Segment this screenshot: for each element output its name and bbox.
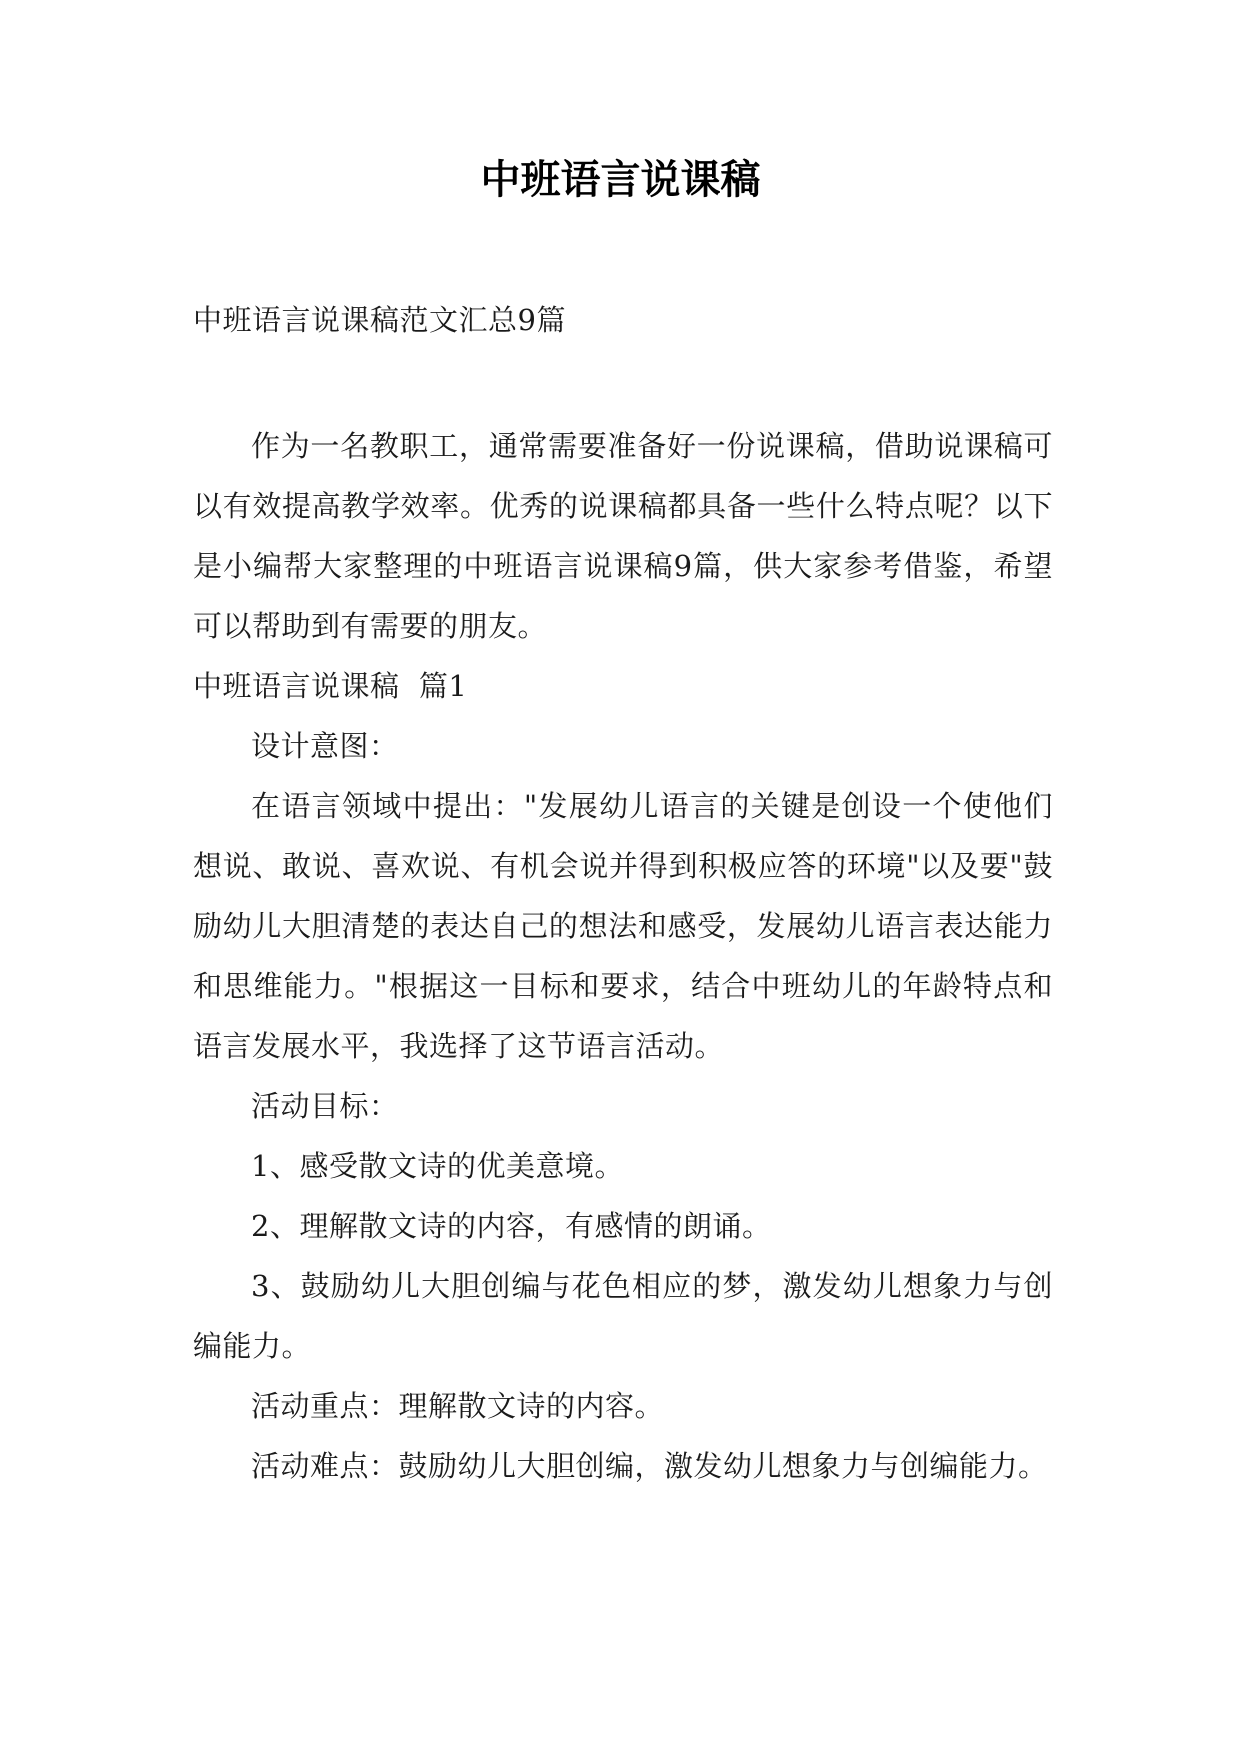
document-title: 中班语言说课稿 <box>480 156 761 203</box>
goals-label: 活动目标： <box>251 1089 399 1123</box>
document-body <box>193 290 1053 1496</box>
goal-item-3: 3、鼓励幼儿大胆创编与花色相应的梦，激发幼儿想象力与创编能力。 <box>193 1269 1053 1363</box>
intro-paragraph: 作为一名教职工，通常需要准备好一份说课稿，借助说课稿可以有效提高教学效率。优秀的说课稿都具备一些什么特点呢？以下是小编帮大家整理的中班语言说课稿9篇，供大家参考借鉴，希望可以帮助到有需要的朋友。 <box>193 429 1053 643</box>
goal-item-1: 1、感受散文诗的优美意境。 <box>251 1149 624 1183</box>
goal-item-2: 2、理解散文诗的内容，有感情的朗诵。 <box>251 1209 772 1243</box>
section-heading: 中班语言说课稿 篇1 <box>193 669 468 703</box>
key-point-paragraph: 活动重点：理解散文诗的内容。 <box>251 1389 665 1423</box>
difficulty-paragraph: 活动难点：鼓励幼儿大胆创编，激发幼儿想象力与创编能力。 <box>251 1449 1048 1483</box>
design-intent-paragraph: 在语言领域中提出："发展幼儿语言的关键是创设一个使他们想说、敢说、喜欢说、有机会说并得到积极应答的环境"以及要"鼓励幼儿大胆清楚的表达自己的想法和感受，发展幼儿语言表达能力和思维能力。"根据这一目标和要求，结合中班幼儿的年龄特点和语言发展水平，我选择了这节语言活动。 <box>193 789 1053 1063</box>
design-intent-label: 设计意图： <box>251 729 399 763</box>
document-subtitle: 中班语言说课稿范文汇总9篇 <box>193 303 566 337</box>
